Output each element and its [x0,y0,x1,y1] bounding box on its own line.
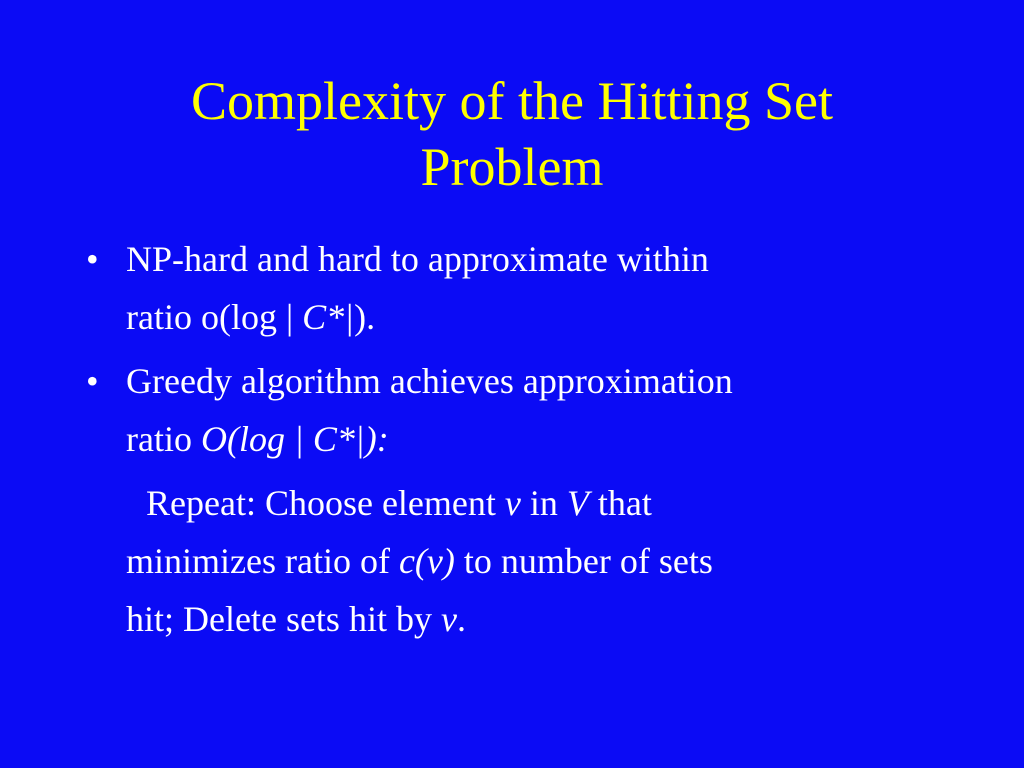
bullet-1-cstar: C*| [302,297,355,337]
bullet-2-ratio-text: ratio [126,419,201,459]
bullet-1-close: ). [354,297,376,337]
proc-that: that [588,483,652,523]
title-line-1: Complexity of the Hitting Set [191,71,833,131]
proc-hit-delete: hit; Delete sets hit by [126,599,441,639]
bullet-np-hard [86,230,946,346]
proc-v-2: v [440,599,457,639]
proc-repeat: Repeat: Choose element [146,483,505,523]
bullet-greedy [86,352,946,468]
title-line-2: Problem [420,137,604,197]
bullet-marker: • [86,239,99,279]
proc-number-of-sets: to number of sets [454,541,713,581]
slide-title [60,68,964,200]
bullet-marker: • [86,361,99,401]
proc-cv: c(v) [398,541,455,581]
bullet-2-ratio-formula: O(log | C*|): [200,419,389,459]
proc-in: in [520,483,567,523]
proc-V: V [566,483,589,523]
bullet-2-line-1: Greedy algorithm achieves approximation [126,361,733,401]
bullet-1-ratio-text: ratio o(log | [126,297,303,337]
proc-minimizes: minimizes ratio of [126,541,399,581]
greedy-procedure [86,474,946,648]
bullet-1-line-1: NP-hard and hard to approximate within [126,239,709,279]
slide-body [86,230,946,648]
proc-v-1: v [504,483,521,523]
proc-period: . [456,599,466,639]
